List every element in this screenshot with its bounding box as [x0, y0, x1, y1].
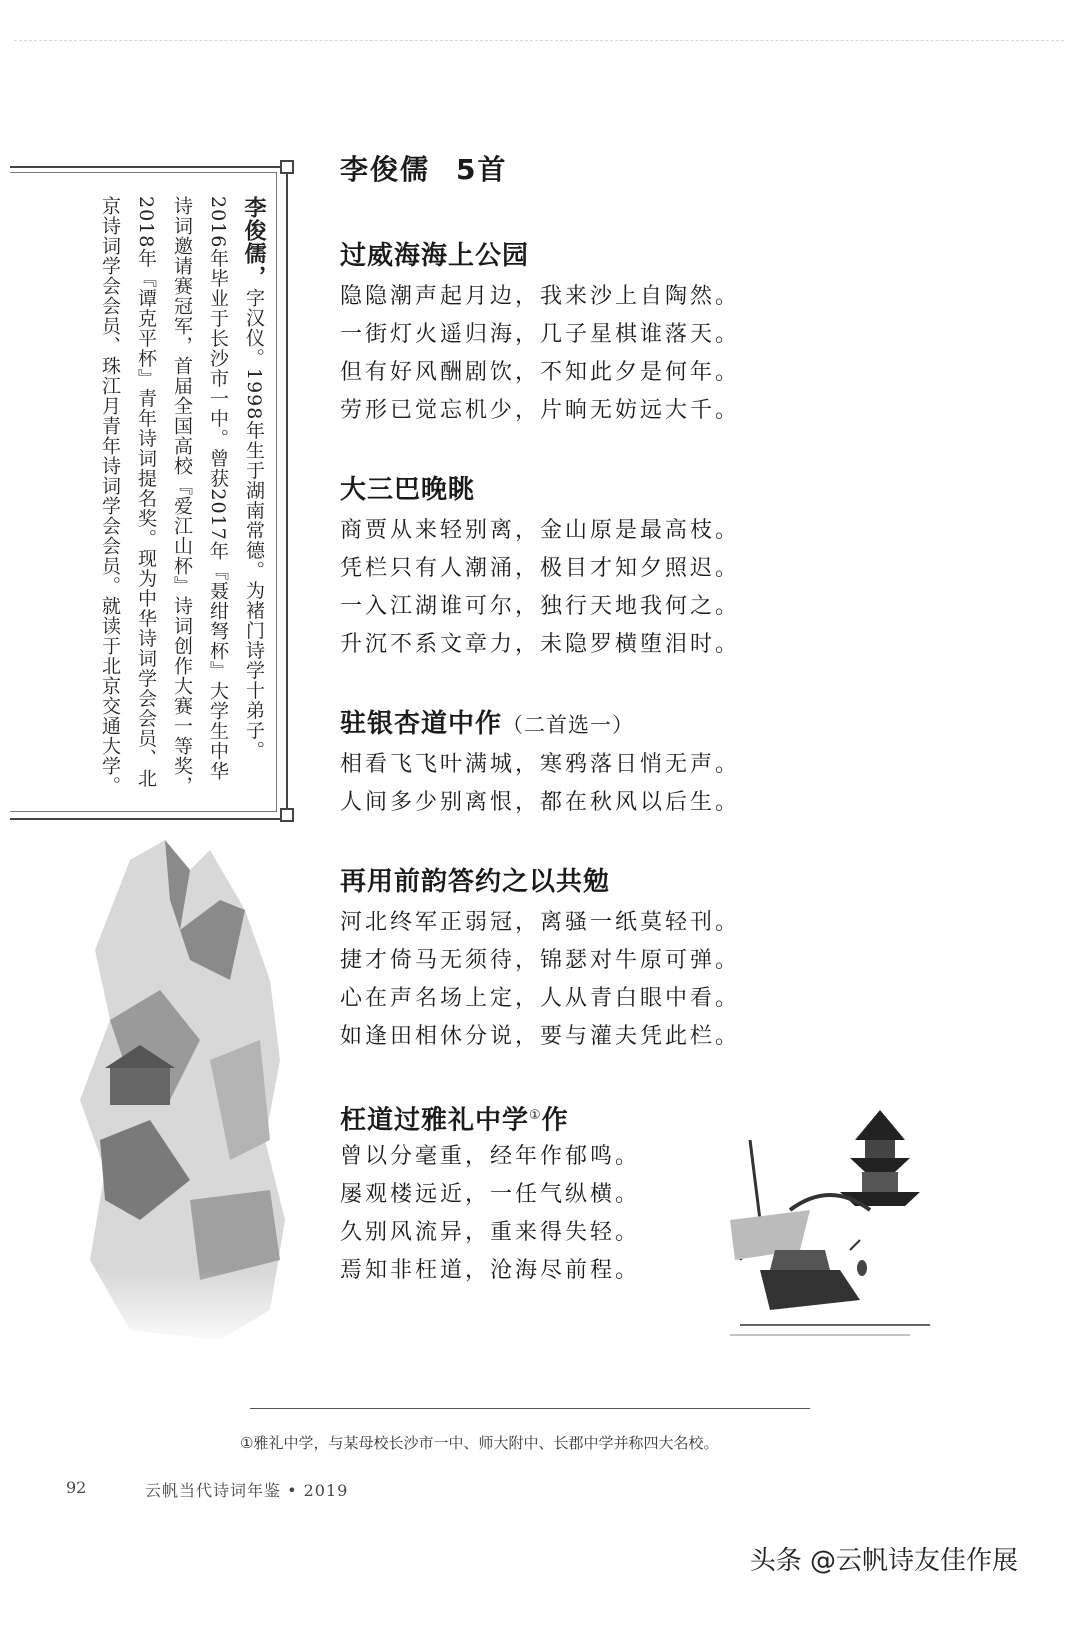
footnote-divider [250, 1408, 810, 1409]
poem-title [340, 468, 760, 512]
pavilion-boat-illustration [730, 1100, 940, 1340]
book-title: 云帆当代诗词年鉴 • 2019 [145, 1481, 349, 1500]
poem-line: 捷才倚马无须待，锦瑟对牛原可弹。 [340, 948, 741, 973]
poem-title-text: 枉道过雅礼中学 [340, 1105, 530, 1136]
corner-ornament [280, 808, 294, 822]
source-watermark: 头条 @云帆诗友佳作展 [749, 1546, 1018, 1576]
poem [340, 1094, 760, 1290]
corner-ornament [280, 160, 294, 174]
poem-line: 升沉不系文章力，未隐罗横堕泪时。 [340, 632, 741, 657]
poem-title [340, 234, 760, 278]
author-bio-box [10, 160, 288, 820]
footnote: ①雅礼中学，与某母校长沙市一中、师大附中、长郡中学并称四大名校。 [240, 1434, 719, 1452]
poem [340, 468, 760, 664]
poem-title-text: 过威海海上公园 [340, 241, 530, 271]
landscape-ink-illustration [70, 840, 290, 1350]
author-bio-text [32, 196, 272, 796]
poem-line: 屡观楼远近，一任气纵横。 [340, 1182, 641, 1207]
poem-title-text: 驻银杏道中作 [340, 709, 503, 739]
top-divider [14, 40, 1064, 41]
poem-line: 商贾从来轻别离，金山原是最高枝。 [340, 518, 741, 543]
page-number: 92 [66, 1478, 87, 1497]
poem [340, 860, 760, 1056]
poem-title-note: （二首选一） [502, 713, 635, 737]
footnote-marker: ① [529, 1108, 542, 1123]
poem-line: 久别风流异，重来得失轻。 [340, 1220, 641, 1245]
poems-column [340, 148, 760, 1328]
poem-line: 隐隐潮声起月边，我来沙上自陶然。 [340, 284, 741, 309]
poem [340, 234, 760, 430]
poem [340, 702, 760, 822]
bio-author-name: 李俊儒， [241, 196, 267, 288]
author-name: 李俊儒 [340, 153, 431, 186]
poem-line: 焉知非枉道，沧海尽前程。 [340, 1258, 641, 1283]
bio-body: 字汉仪。1998年生于湖南常德。为褚门诗学十弟子。2016年毕业于长沙市一中。曾获2017年『聂绀弩杯』大学生中华诗词邀请赛冠军，首届全国高校『爱江山杯』诗词创作大赛一等奖，2018年『谭克平杯』青年诗词提名奖。现为中华诗词学会会员、北京诗词学会会员、珠江月青年诗词学会会员。就读于北京交通大学。 [99, 196, 265, 796]
poem-title [340, 702, 760, 746]
poem-line: 但有好风酬剧饮，不知此夕是何年。 [340, 360, 741, 385]
poem-line: 一入江湖谁可尔，独行天地我何之。 [340, 594, 741, 619]
poem-line: 心在声名场上定，人从青白眼中看。 [340, 986, 741, 1011]
poem-title [340, 860, 760, 904]
poem-line: 河北终军正弱冠，离骚一纸莫轻刊。 [340, 910, 741, 935]
poem-title [340, 1094, 760, 1138]
author-heading [340, 148, 760, 188]
poem-line: 相看飞飞叶满城，寒鸦落日悄无声。 [340, 752, 741, 777]
poem-line: 人间多少别离恨，都在秋风以后生。 [340, 790, 741, 815]
poem-line: 一街灯火遥归海，几子星棋谁落天。 [340, 322, 741, 347]
poem-title-tail: 作 [541, 1105, 569, 1136]
poem-line: 曾以分毫重，经年作郁鸣。 [340, 1144, 641, 1169]
poem-line: 如逢田相休分说，要与灌夫凭此栏。 [340, 1024, 741, 1049]
poem-line: 劳形已觉忘机少，片晌无妨远大千。 [340, 398, 741, 423]
poem-count: 5首 [456, 153, 508, 186]
poem-title-text: 再用前韵答约之以共勉 [340, 867, 611, 897]
poem-line: 凭栏只有人潮涌，极目才知夕照迟。 [340, 556, 741, 581]
poem-title-text: 大三巴晚眺 [340, 475, 476, 505]
